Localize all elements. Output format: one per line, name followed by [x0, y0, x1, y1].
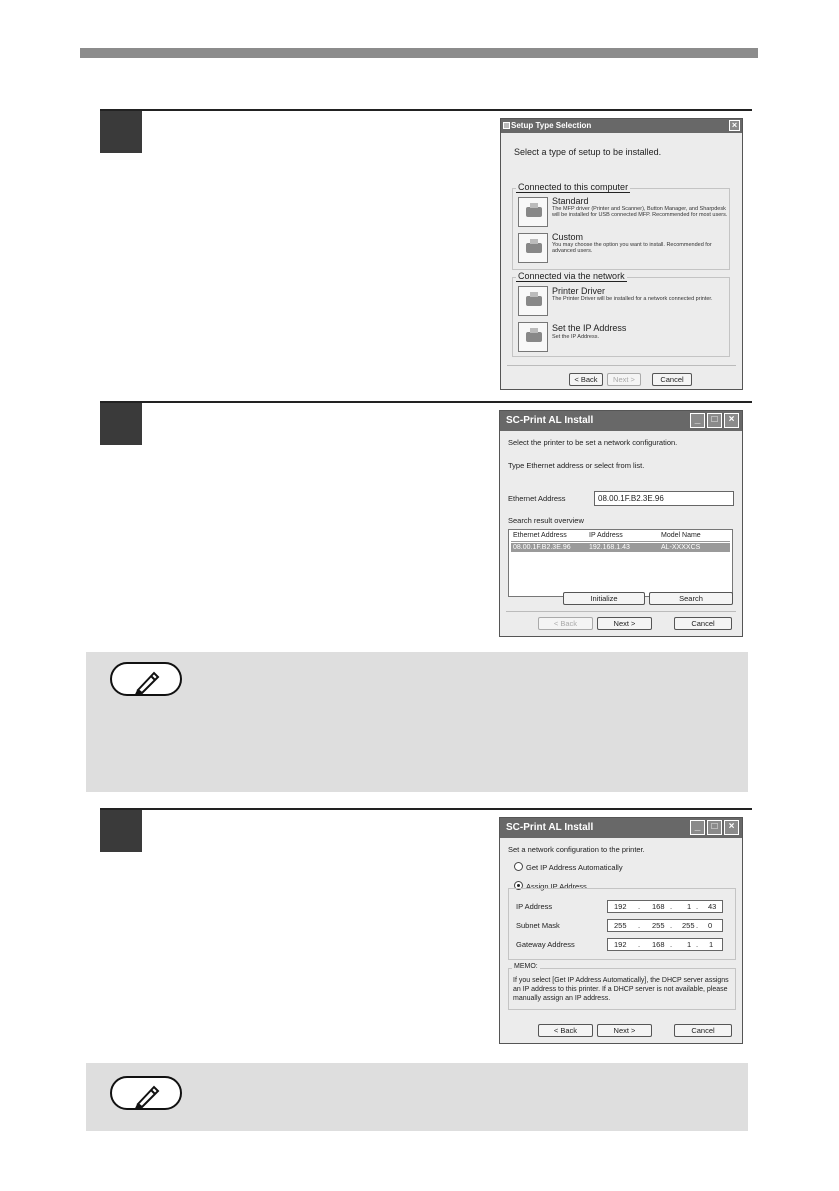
note-panel [86, 1063, 748, 1131]
install-dialog-select [499, 410, 743, 637]
table-row[interactable] [511, 543, 730, 552]
ip-octet: 43 [708, 902, 717, 911]
subnet-mask-input[interactable]: 255 . 255 . 255 . 0 [607, 919, 723, 932]
back-button[interactable]: < Back [569, 373, 603, 386]
group-connected-network [512, 271, 730, 357]
next-button[interactable]: Next > [597, 617, 652, 630]
instruction-text: Set a network configuration to the printer. [508, 845, 645, 854]
step-number-box [100, 403, 142, 445]
cancel-button[interactable]: Cancel [674, 617, 732, 630]
standard-install-icon[interactable] [518, 197, 548, 227]
assign-ip-label[interactable]: Assign IP Address [526, 882, 587, 891]
app-icon [503, 122, 510, 129]
install-dialog-network-config [499, 817, 743, 1044]
group-title: Connected via the network [518, 271, 625, 281]
gateway-address-label: Gateway Address [516, 940, 575, 949]
set-ip-desc: Set the IP Address. [552, 334, 599, 340]
ethernet-address-label: Ethernet Address [508, 494, 566, 503]
back-button[interactable]: < Back [538, 617, 593, 630]
step-divider [100, 808, 752, 810]
ip-octet: 192 [614, 902, 627, 911]
dialog-title-bar [500, 818, 742, 838]
dialog-title: Setup Type Selection [511, 121, 592, 130]
cancel-button[interactable]: Cancel [652, 373, 692, 386]
printer-driver-desc: The Printer Driver will be installed for a network connected printer. [552, 296, 713, 302]
dialog-title: SC-Print AL Install [506, 822, 594, 833]
ip-octet: 168 [652, 940, 665, 949]
gateway-address-input[interactable]: 192 . 168 . 1 . 1 [607, 938, 723, 951]
dialog-prompt: Select a type of setup to be installed. [514, 147, 662, 157]
step-divider [100, 109, 752, 111]
get-ip-auto-label[interactable]: Get IP Address Automatically [526, 863, 623, 872]
dialog-title-bar [500, 411, 742, 431]
note-pencil-icon [110, 662, 182, 696]
note-pencil-icon [110, 1076, 182, 1110]
step-divider [100, 401, 752, 403]
custom-install-icon[interactable] [518, 233, 548, 263]
maximize-icon[interactable]: □ [707, 820, 722, 835]
search-result-list[interactable] [508, 529, 733, 597]
ip-octet: 0 [708, 921, 713, 930]
search-button[interactable]: Search [649, 592, 733, 605]
column-header-ip[interactable]: IP Address [589, 532, 623, 539]
step-number-box [100, 810, 142, 852]
ip-octet: 1 [709, 940, 714, 949]
custom-option[interactable]: Custom [552, 232, 584, 242]
cell-ip: 192.168.1.43 [589, 544, 630, 551]
search-result-label: Search result overview [508, 516, 584, 525]
ethernet-address-input[interactable]: 08.00.1F.B2.3E.96 [594, 491, 734, 506]
ip-octet: 192 [614, 940, 627, 949]
group-title: Connected to this computer [518, 182, 629, 192]
ip-octet: 255 [652, 921, 665, 930]
initialize-button[interactable]: Initialize [563, 592, 645, 605]
maximize-icon[interactable]: □ [707, 413, 722, 428]
memo-group [508, 963, 736, 1010]
column-header-ethernet[interactable]: Ethernet Address [513, 532, 567, 539]
header-bar [80, 48, 758, 58]
ip-octet: 168 [652, 902, 665, 911]
cell-ethernet: 08.00.1F.B2.3E.96 [513, 544, 571, 551]
ip-octet: 1 [687, 940, 692, 949]
ip-address-label: IP Address [516, 902, 553, 911]
minimize-icon[interactable]: _ [690, 413, 705, 428]
printer-driver-icon[interactable] [518, 286, 548, 316]
instruction-text: Type Ethernet address or select from list. [508, 461, 645, 470]
header-divider [511, 541, 730, 542]
subnet-mask-label: Subnet Mask [516, 921, 560, 930]
separator [506, 611, 736, 612]
memo-title: MEMO: [514, 963, 538, 970]
cell-model: AL-XXXXCS [661, 544, 701, 551]
ip-octet: 1 [687, 902, 692, 911]
custom-desc: You may choose the option you want to install. Recommended for advanced users. [552, 242, 712, 254]
dialog-title: SC-Print AL Install [506, 415, 594, 426]
network-ip-icon[interactable] [518, 322, 548, 352]
ip-address-input[interactable]: 192 . 168 . 1 . 43 [607, 900, 723, 913]
minimize-icon[interactable]: _ [690, 820, 705, 835]
standard-option[interactable]: Standard [552, 196, 589, 206]
printer-driver-option[interactable]: Printer Driver [552, 286, 606, 296]
dialog-title-bar [501, 119, 742, 133]
close-icon[interactable]: × [729, 120, 740, 131]
close-icon[interactable]: × [724, 820, 739, 835]
radio-get-ip-auto[interactable] [514, 862, 523, 871]
close-icon[interactable]: × [724, 413, 739, 428]
standard-desc: The MFP driver (Printer and Scanner), Button Manager, and Sharpdesk will be installed for USB connected MFP. Recommended for most users. [552, 206, 728, 218]
set-ip-option[interactable]: Set the IP Address [552, 323, 627, 333]
cancel-button[interactable]: Cancel [674, 1024, 732, 1037]
setup-type-dialog [500, 118, 743, 390]
step-number-box [100, 111, 142, 153]
back-button[interactable]: < Back [538, 1024, 593, 1037]
memo-text: If you select [Get IP Address Automatically], the DHCP server assigns an IP address to this printer. If a DHCP server is not available, please manually assign an IP address. [513, 977, 729, 1002]
ip-octet: 255 [614, 921, 627, 930]
instruction-text: Select the printer to be set a network configuration. [508, 438, 678, 447]
ip-octet: 255 [682, 921, 695, 930]
separator [507, 365, 736, 366]
group-connected-computer [512, 182, 730, 270]
note-panel [86, 652, 748, 792]
next-button[interactable]: Next > [607, 373, 641, 386]
column-header-model[interactable]: Model Name [661, 532, 701, 539]
next-button[interactable]: Next > [597, 1024, 652, 1037]
